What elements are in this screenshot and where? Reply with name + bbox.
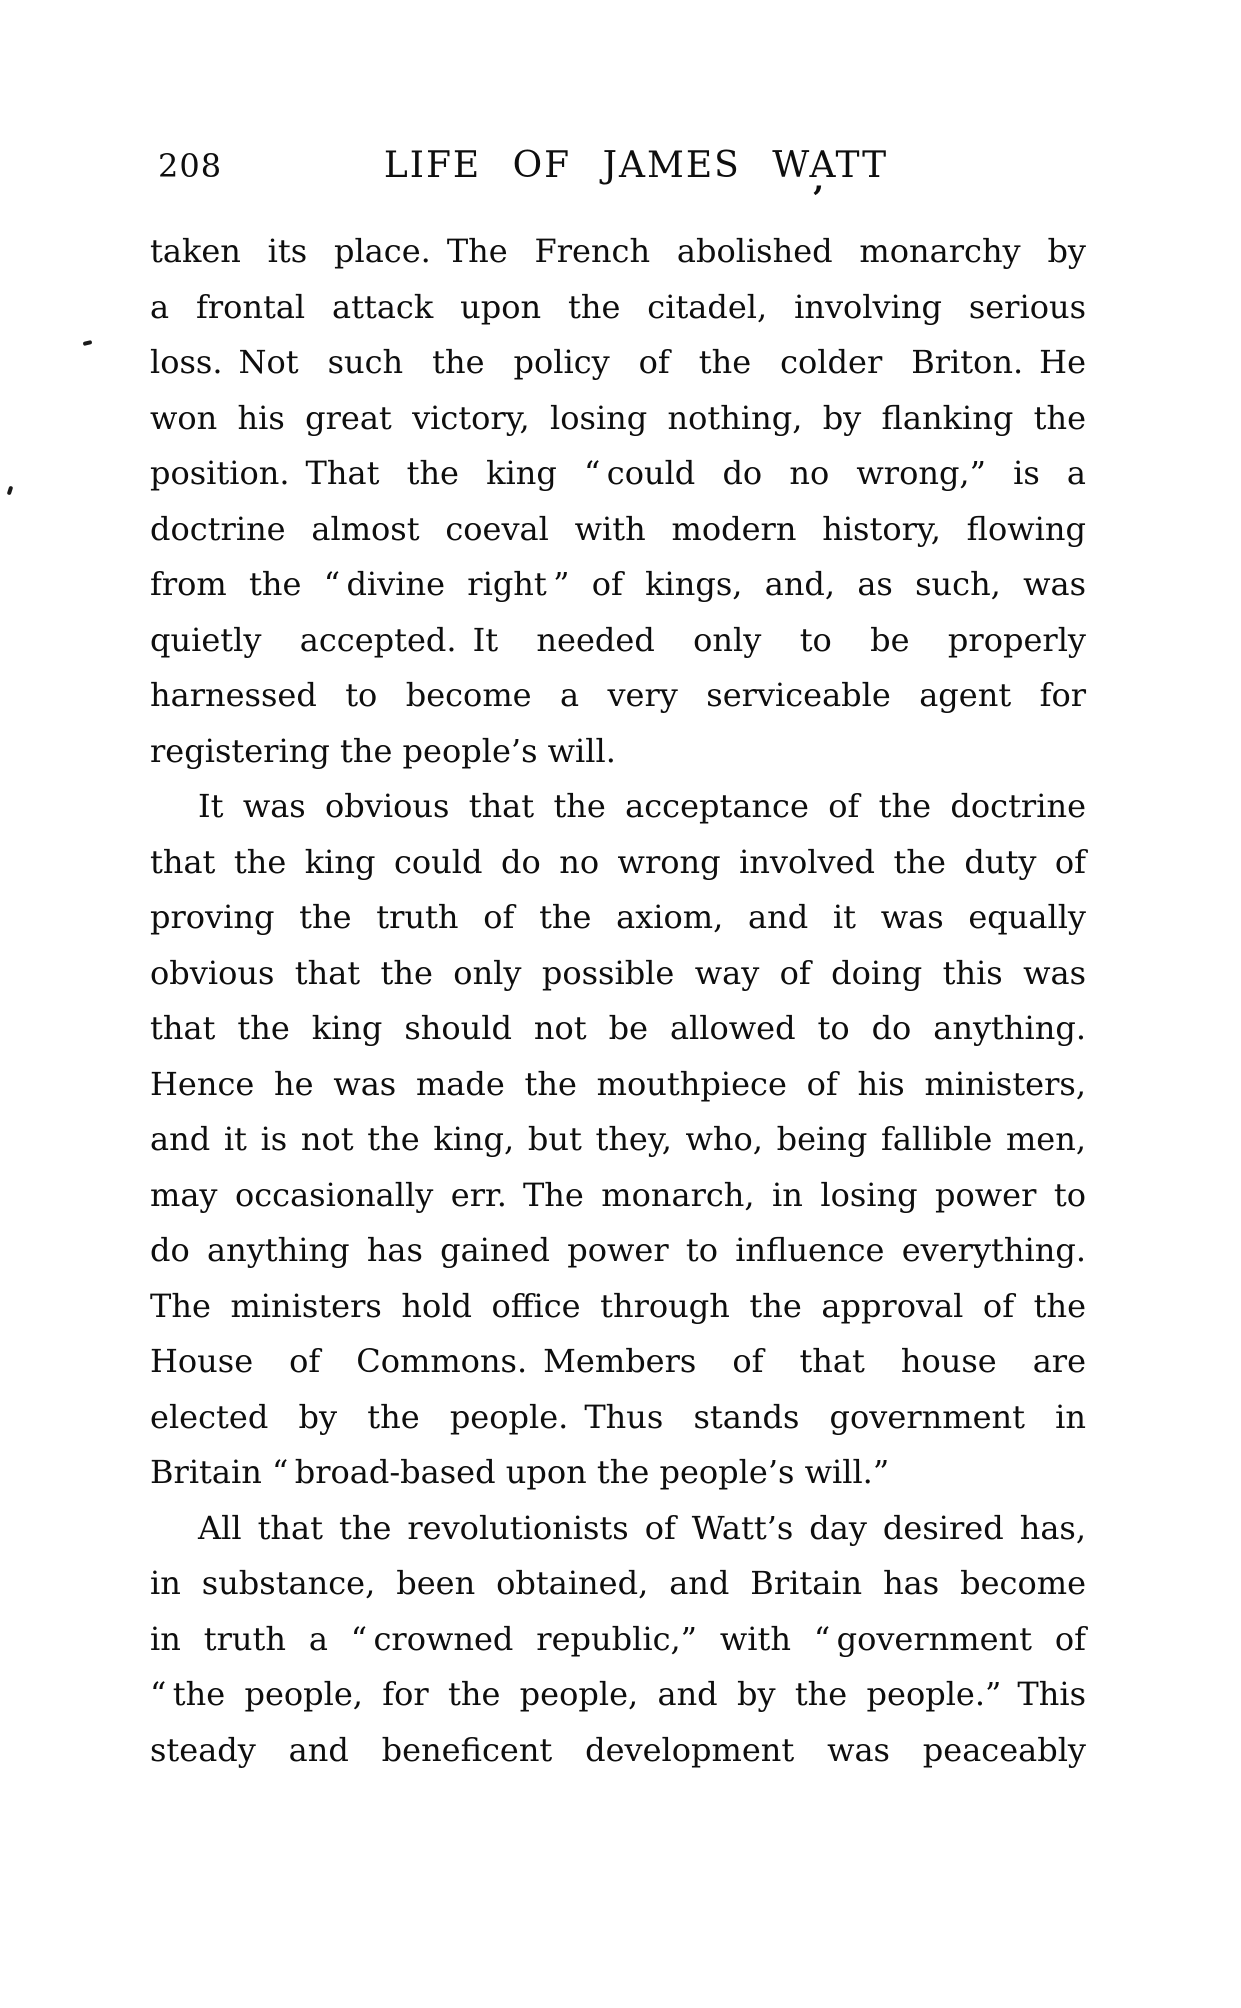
page-number: 208 (158, 147, 223, 185)
body-text (150, 224, 1086, 1778)
text-line: “ the people, for the people, and by the people.” This (150, 1675, 1086, 1713)
text-line: a frontal attack upon the citadel, involving serious (150, 287, 1086, 326)
running-title: LIFE OF JAMES WATT (383, 145, 889, 186)
text-line: Britain “ broad-based upon the people’s will.” (150, 1453, 890, 1491)
text-line: position. That the king “ could do no wrong,” is a (150, 454, 1086, 492)
text-line: All that the revolutionists of Watt’s day desired has, (198, 1508, 1086, 1547)
text-line: that the king could do no wrong involved the duty of (150, 842, 1086, 881)
text-line: taken its place. The French abolished monarchy by (150, 232, 1086, 270)
text-line: from the “ divine right ” of kings, and, as such, was (150, 565, 1086, 603)
text-line: quietly accepted. It needed only to be properly (150, 620, 1086, 659)
text-line: proving the truth of the axiom, and it was equally (150, 898, 1086, 936)
text-line: and it is not the king, but they, who, being fallible men, (150, 1120, 1086, 1158)
text-line: elected by the people. Thus stands government in (150, 1397, 1086, 1436)
text-line: do anything has gained power to influence everything. (150, 1231, 1086, 1269)
ink-speck-comma: ’ (812, 179, 824, 219)
text-line: The ministers hold office through the approval of the (150, 1286, 1086, 1325)
text-line: doctrine almost coeval with modern history, flowing (150, 509, 1086, 548)
text-line: registering the people’s will. (150, 731, 616, 770)
page-header (150, 138, 1086, 194)
text-line: steady and beneficent development was peaceably (150, 1730, 1086, 1769)
text-line: in substance, been obtained, and Britain has become (150, 1564, 1086, 1602)
text-line: in truth a “ crowned republic,” with “ government of (150, 1619, 1086, 1658)
text-line: may occasionally err. The monarch, in losing power to (150, 1175, 1086, 1214)
text-line: House of Commons. Members of that house are (150, 1342, 1086, 1380)
text-line: harnessed to become a very serviceable agent for (150, 676, 1086, 714)
ink-speck (83, 340, 93, 346)
text-line: that the king should not be allowed to do anything. (150, 1009, 1086, 1047)
text-line: loss. Not such the policy of the colder Briton. He (150, 343, 1086, 381)
ink-speck (7, 486, 14, 496)
text-line: Hence he was made the mouthpiece of his ministers, (150, 1064, 1086, 1103)
text-line: won his great victory, losing nothing, by flanking the (150, 398, 1086, 437)
text-line: It was obvious that the acceptance of the doctrine (198, 787, 1086, 825)
text-line: obvious that the only possible way of doing this was (150, 953, 1086, 992)
